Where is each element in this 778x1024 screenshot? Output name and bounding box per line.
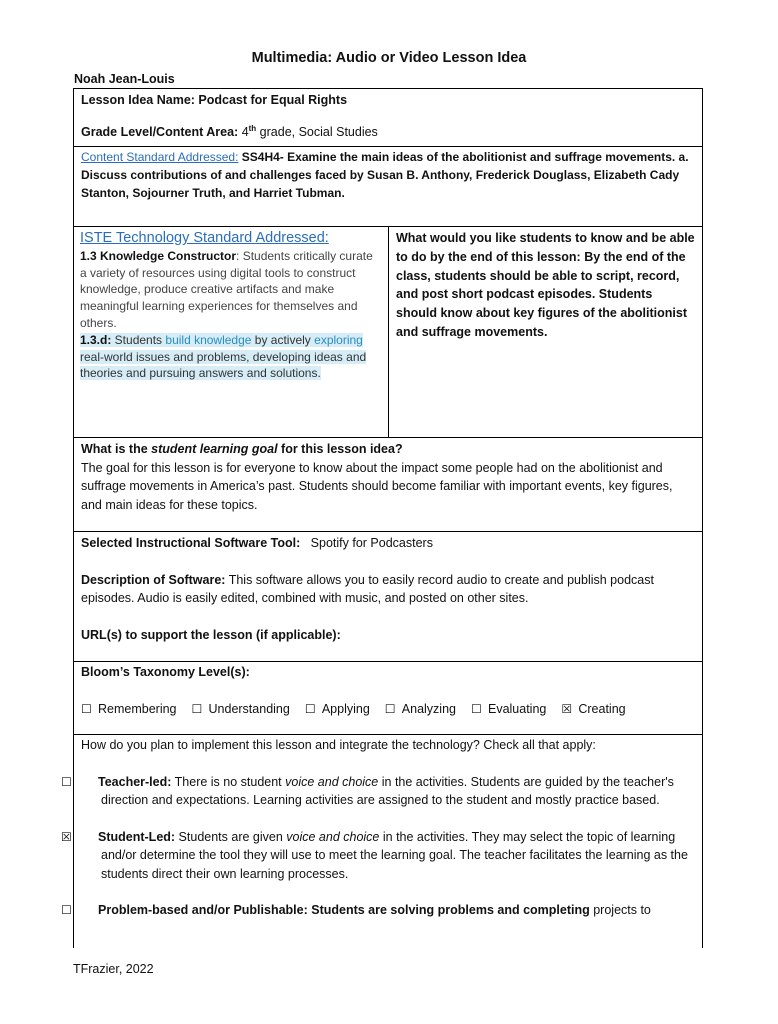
author-name: Noah Jean-Louis [74,72,175,86]
student-led-text-c: in the activities. They may select the topic of learning and/or determine the tool they will use to meet the learning goal. The teacher facilitates the learning as the students direct their own learning processes. [101,829,688,881]
bloom-understanding-checkbox[interactable]: ☐ [191,701,203,716]
learning-goal-section [74,438,702,532]
bloom-evaluating[interactable] [471,700,546,719]
content-standard-text: SS4H4- Examine the main ideas of the abolitionist and suffrage movements. a. Discuss contributions of and challenges faced by Susan B. Anthony, Frederick Douglass, Elizabeth Cady Stanton, Sojourner Truth, and Harriet Tubman. [81,150,689,200]
iste-exploring: exploring [314,332,363,347]
bloom-creating[interactable] [561,700,625,719]
iste-indicator-text-e: real-world issues and problems, developing ideas and theories and pursuing answers and solutions. [80,349,367,381]
bloom-analyzing[interactable] [385,700,456,719]
iste-indicator-label: 1.3.d: [80,332,112,347]
bloom-applying-label: Applying [321,701,370,716]
grade-number: 4 [241,124,249,139]
iste-indicator-text-c: by actively [251,332,315,347]
software-desc-label: Description of Software: [81,572,226,587]
bloom-understanding[interactable] [192,700,290,719]
software-tool-value: Spotify for Podcasters [310,536,433,550]
content-standard-label: Content Standard Addressed: [81,150,239,164]
student-led-text-b: voice and choice [286,829,380,844]
lesson-name-value: Podcast for Equal Rights [198,93,348,107]
software-desc-text: This software allows you to easily record audio to create and publish podcast episodes. Audio is easily edited, combined with music, and posted on other sites. [81,572,654,605]
bloom-creating-checkbox[interactable]: ☒ [561,701,573,716]
teacher-led-checkbox[interactable]: ☐ [61,774,72,789]
bloom-label: Bloom’s Taxonomy Level(s): [81,665,250,679]
implementation-section [61,735,702,965]
software-tool-label: Selected Instructional Software Tool: [81,536,301,550]
problem-based-checkbox[interactable]: ☐ [61,903,72,917]
problem-based-label: Problem-based and/or Publishable: Students are solving problems and completing [98,903,590,917]
student-led-checkbox[interactable]: ☒ [61,829,72,844]
bloom-evaluating-checkbox[interactable]: ☐ [470,701,482,716]
lesson-table [61,88,703,948]
student-led-text-a: Students are given [175,829,287,844]
iste-build-knowledge: build knowledge [165,332,252,347]
goal-question-a: What is the [81,442,152,456]
bloom-remembering-label: Remembering [98,701,177,716]
know-column [389,227,702,437]
iste-know-section [74,227,702,438]
bloom-analyzing-checkbox[interactable]: ☐ [384,701,396,716]
bloom-understanding-label: Understanding [208,701,290,716]
lesson-name-label: Lesson Idea Name: [81,93,199,107]
know-question: What would you like students to know and be able to do by the end of this lesson: [396,231,695,264]
student-led-option [61,828,695,884]
bloom-analyzing-label: Analyzing [401,701,456,716]
bloom-applying[interactable] [305,700,370,719]
bloom-applying-checkbox[interactable]: ☐ [304,701,316,716]
problem-based-option [61,901,695,920]
teacher-led-text-c: in the activities. Students are guided by the teacher's direction and expectations. Learning activities are assigned to the student and mostly practice based. [101,774,674,807]
iste-column [74,227,389,437]
software-section [74,532,702,662]
student-led-label: Student-Led: [98,829,176,844]
url-label: URL(s) to support the lesson (if applicable): [81,627,341,642]
grade-suffix: th [248,123,257,133]
implement-question: How do you plan to implement this lesson and integrate the technology? Check all that apply: [81,738,596,752]
teacher-led-label: Teacher-led: [98,774,172,789]
grade-label: Grade Level/Content Area: [81,124,242,139]
teacher-led-option [61,773,695,810]
goal-question-c: for this lesson idea? [277,442,403,456]
bloom-levels [81,700,695,719]
iste-sub-text: : Students critically curate a variety of resources using digital tools to construct knowledge, produce creative artifacts and make meaningful learning experiences for themselves and others. [80,248,373,330]
bloom-creating-label: Creating [578,701,626,716]
lesson-info-section [74,89,702,147]
problem-based-text: projects to [589,903,651,917]
document-title: Multimedia: Audio or Video Lesson Idea [251,50,527,66]
bloom-remembering-checkbox[interactable]: ☐ [81,701,92,716]
bloom-remembering[interactable] [81,700,177,719]
content-standard-section [74,147,702,227]
goal-question-b: student learning goal [151,442,278,456]
teacher-led-text-b: voice and choice [285,774,379,789]
know-answer: By the end of the class, students should be able to script, record, and post short podcast episodes. Students should know about key figures of the abolitionist and suffrage movements. [396,249,687,339]
goal-text: The goal for this lesson is for everyone to know about the impact some people had on the abolitionist and suffrage movements in America’s past. Students should become familiar with important events, key figures, and main ideas for these topics. [81,460,673,512]
teacher-led-text-a: There is no student [171,774,286,789]
iste-sub-label: 1.3 Knowledge Constructor [80,248,237,263]
iste-title: ISTE Technology Standard Addressed: [80,230,329,246]
iste-indicator-text-a: Students [111,332,166,347]
bloom-section [74,662,702,735]
bloom-evaluating-label: Evaluating [487,701,547,716]
grade-content-area: grade, Social Studies [256,124,378,139]
footer-credit: TFrazier, 2022 [73,962,154,976]
